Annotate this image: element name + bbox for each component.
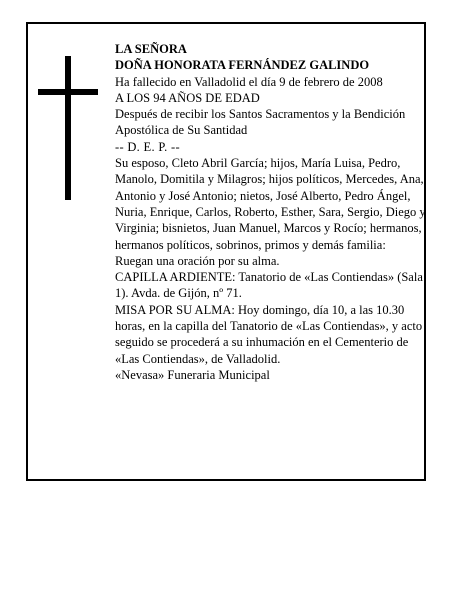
dep-line: -- D. E. P. --	[115, 139, 180, 154]
mass-info: MISA POR SU ALMA: Hoy domingo, día 10, a las 10.30 horas, en la capilla del Tanatorio de «Las Contiendas», y acto seguido se procederá a su inhumación en el Cementerio de «Las Contiendas», de Valladolid.	[115, 302, 423, 366]
funeral-home: «Nevasa» Funeraria Municipal	[115, 367, 270, 382]
cross-icon	[38, 56, 98, 200]
cross-horizontal-bar	[38, 89, 98, 95]
death-line: Ha fallecido en Valladolid el día 9 de febrero de 2008	[115, 74, 383, 89]
notice-title: LA SEÑORA	[115, 42, 187, 56]
obituary-notice	[26, 22, 426, 481]
sacraments-line: Después de recibir los Santos Sacramentos y la Bendición Apostólica de Su Santidad	[115, 107, 406, 138]
chapel-info: CAPILLA ARDIENTE: Tanatorio de «Las Contiendas» (Sala 1). Avda. de Gijón, nº 71.	[115, 270, 423, 301]
cross-vertical-bar	[65, 56, 71, 200]
age-line: A LOS 94 AÑOS DE EDAD	[115, 90, 260, 105]
prayer-line: Ruegan una oración por su alma.	[115, 253, 280, 268]
notice-text	[115, 41, 427, 383]
deceased-name: DOÑA HONORATA FERNÁNDEZ GALINDO	[115, 58, 370, 73]
family-list: Su esposo, Cleto Abril García; hijos, María Luisa, Pedro, Manolo, Domitila y Milagros; hijos políticos, Mercedes, Ana, Antonio y José Antonio; nietos, José Alberto, Pedro Ángel, Nuria, Enrique, Carlos, Roberto, Esther, Sara, Sergio, Diego y Virginia; bisnietos, Juan Manuel, Marcos y Rocío; hermanos, hermanos políticos, sobrinos, primos y demás familia:	[115, 156, 426, 252]
